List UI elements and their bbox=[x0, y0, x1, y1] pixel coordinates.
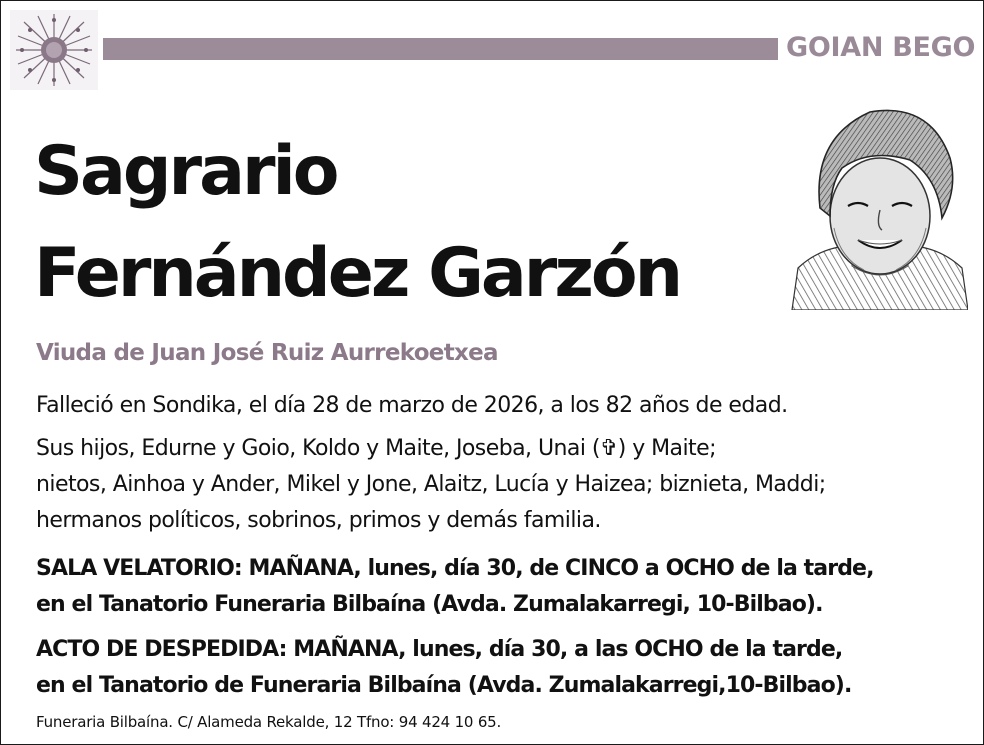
deceased-first-name: Sagrario bbox=[34, 132, 337, 211]
section-label: GOIAN BEGO bbox=[786, 32, 976, 63]
sala-velatorio-line-2: en el Tanatorio Funeraria Bilbaína (Avda. Zumalakarregi, 10-Bilbao). bbox=[36, 592, 823, 617]
thistle-flower-icon bbox=[10, 10, 98, 90]
family-line-2: nietos, Ainhoa y Ander, Mikel y Jone, Alaitz, Lucía y Haizea; biznieta, Maddi; bbox=[36, 472, 826, 497]
funeral-home-footer: Funeraria Bilbaína. C/ Alameda Rekalde, 12 Tfno: 94 424 10 65. bbox=[36, 713, 502, 731]
portrait-photo bbox=[790, 98, 968, 310]
deceased-surnames: Fernández Garzón bbox=[34, 234, 681, 313]
header-rule bbox=[103, 38, 778, 60]
death-notice: Falleció en Sondika, el día 28 de marzo de 2026, a los 82 años de edad. bbox=[36, 393, 788, 418]
acto-despedida-line-1: ACTO DE DESPEDIDA: MAÑANA, lunes, día 30, a las OCHO de la tarde, bbox=[36, 637, 843, 662]
family-line-1: Sus hijos, Edurne y Goio, Koldo y Maite, Joseba, Unai (✞) y Maite; bbox=[36, 436, 716, 461]
acto-despedida-line-2: en el Tanatorio de Funeraria Bilbaína (Avda. Zumalakarregi,10-Bilbao). bbox=[36, 673, 852, 698]
family-line-3: hermanos políticos, sobrinos, primos y demás familia. bbox=[36, 508, 601, 533]
sala-velatorio-line-1: SALA VELATORIO: MAÑANA, lunes, día 30, de CINCO a OCHO de la tarde, bbox=[36, 556, 874, 581]
widow-of-line: Viuda de Juan José Ruiz Aurrekoetxea bbox=[36, 340, 498, 366]
